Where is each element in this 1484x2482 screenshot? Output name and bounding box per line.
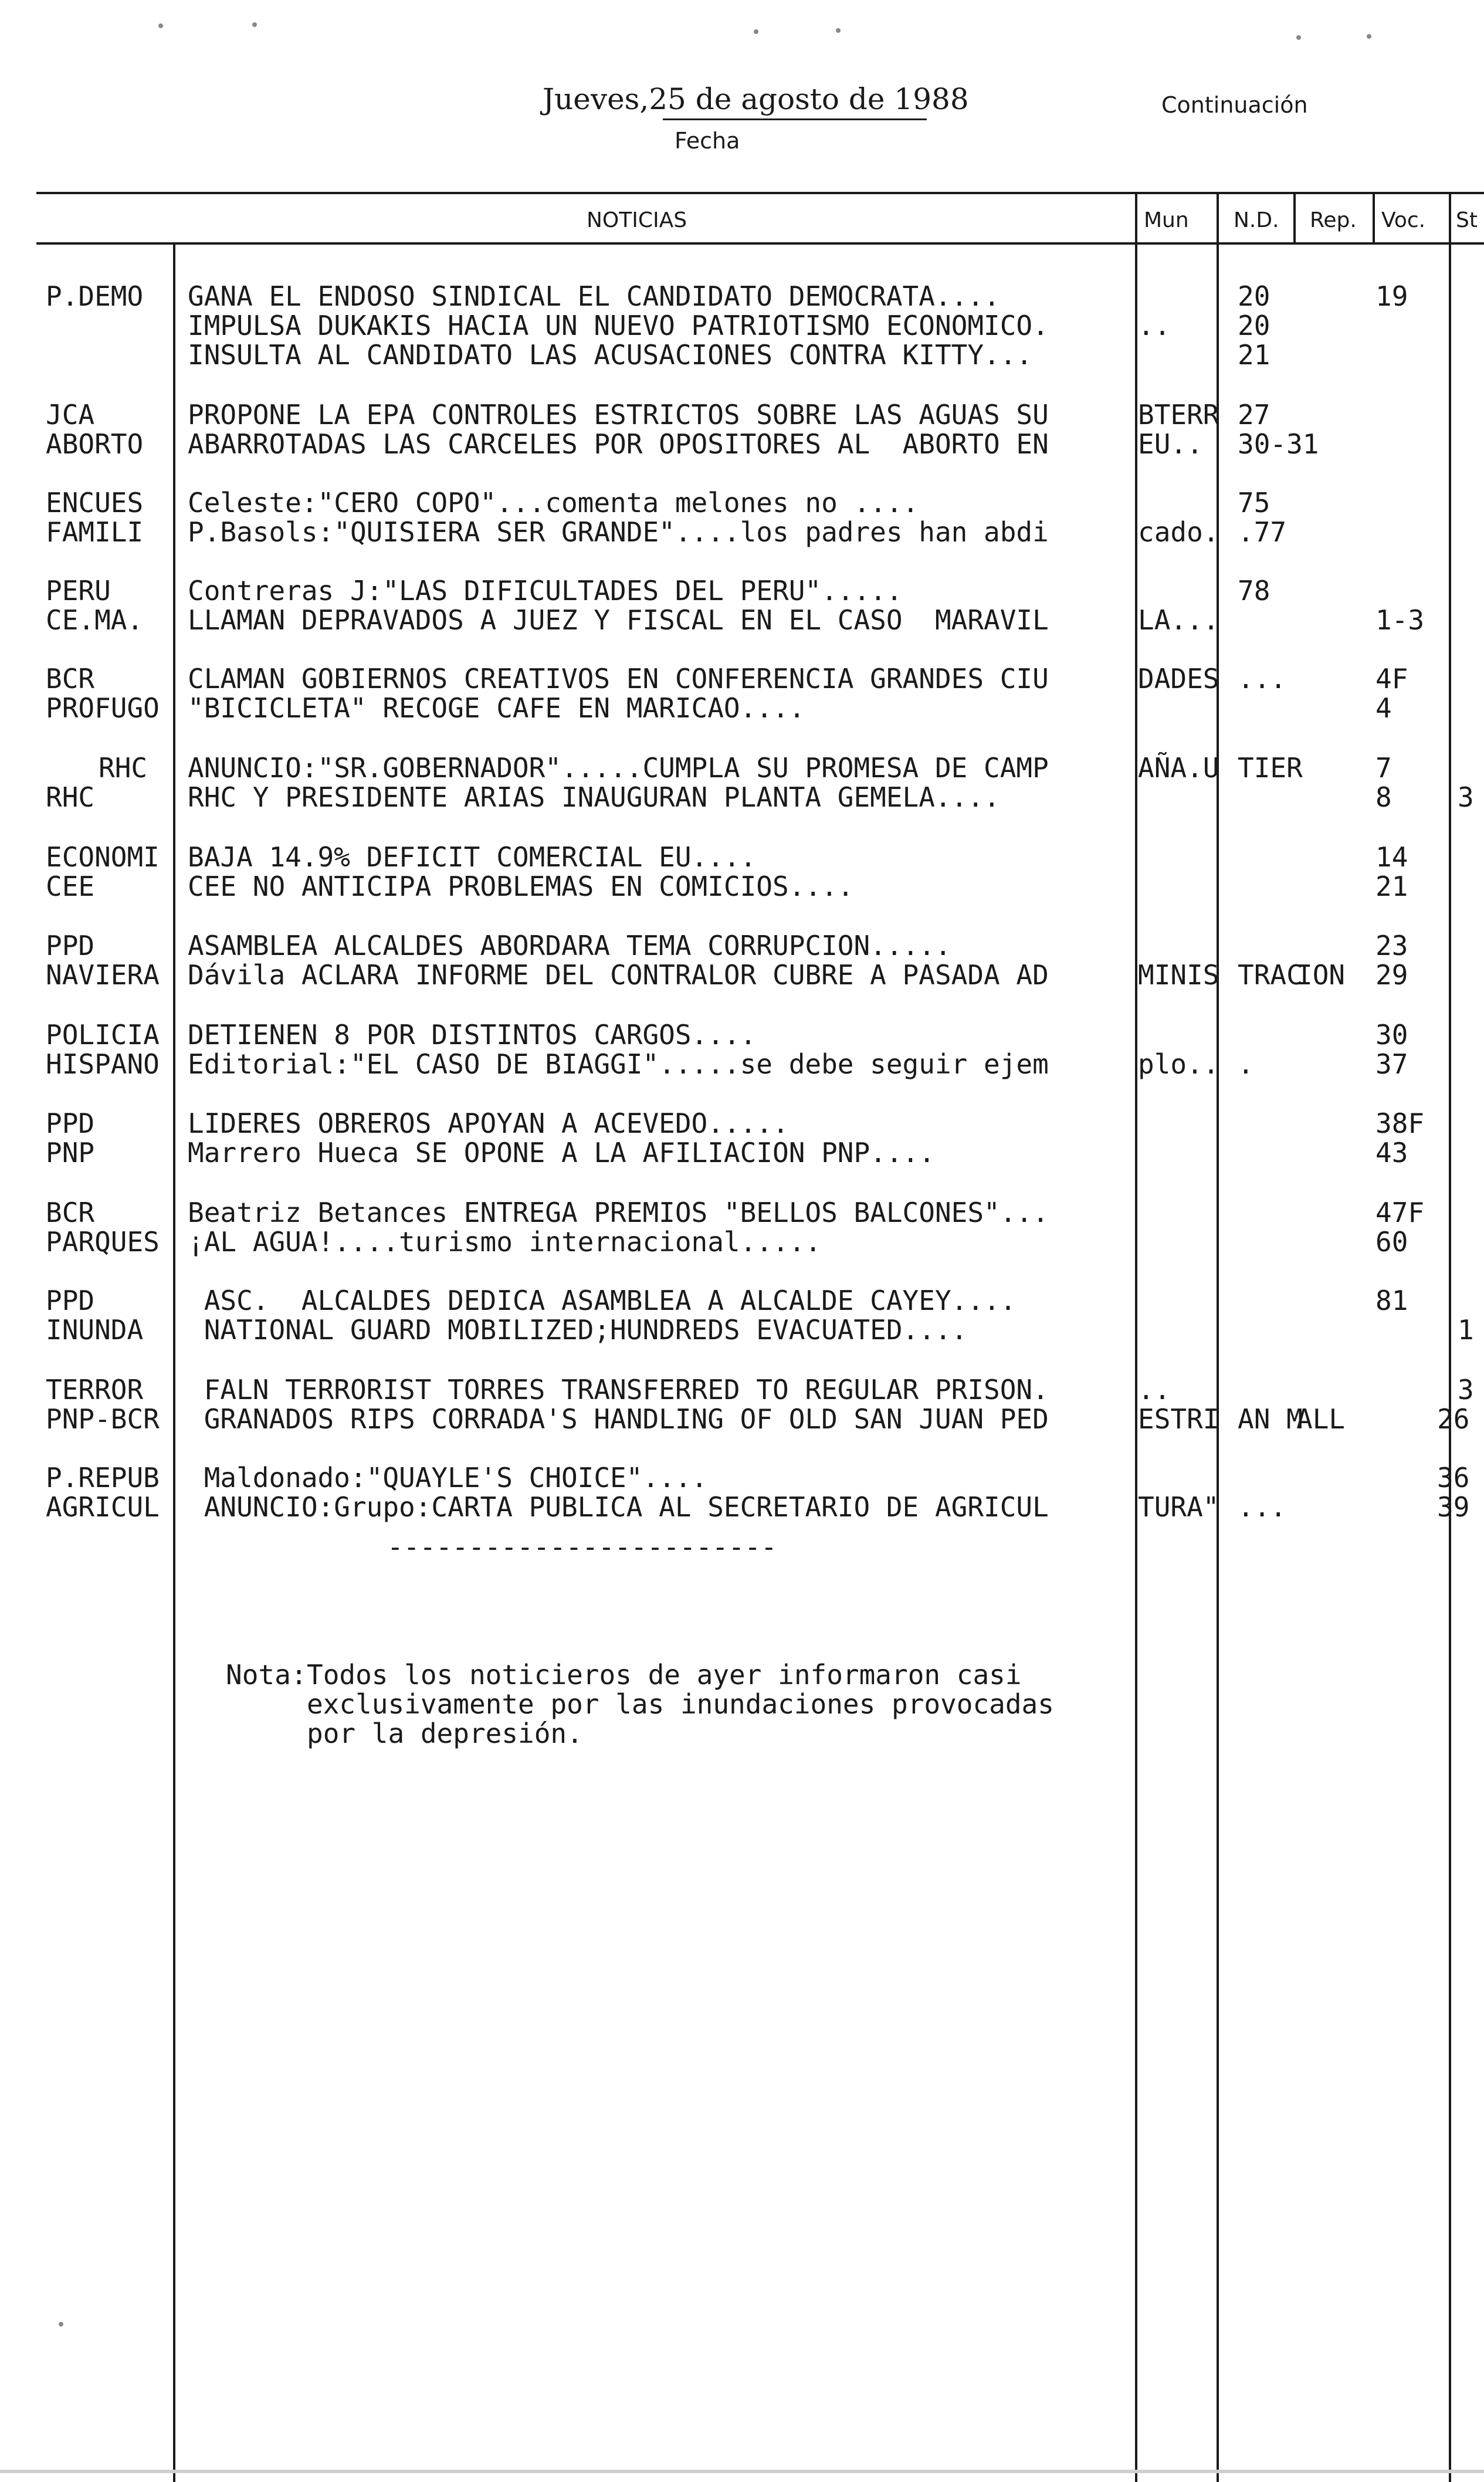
- row-text: Maldonado:"QUAYLE'S CHOICE"....: [188, 1462, 708, 1494]
- row-mun: DADES: [1138, 663, 1219, 695]
- continuation-label: Continuación: [1161, 92, 1308, 118]
- row-text: BAJA 14.9% DEFICIT COMERCIAL EU....: [188, 841, 757, 873]
- row-mun: ..: [1138, 1374, 1171, 1406]
- row-text: Contreras J:"LAS DIFICULTADES DEL PERU".....: [188, 575, 903, 607]
- row-nd: 20: [1238, 280, 1270, 312]
- scan-speck: [836, 28, 841, 33]
- row-nd: AN M: [1238, 1403, 1303, 1435]
- row-text: INSULTA AL CANDIDATO LAS ACUSACIONES CONTRA KITTY...: [188, 339, 1033, 371]
- row-st: 1: [1458, 1314, 1474, 1346]
- row-st: 39: [1437, 1491, 1470, 1523]
- row-code: PERU: [46, 575, 111, 607]
- row-voc: 4: [1375, 692, 1392, 724]
- row-code: AGRICUL: [46, 1491, 160, 1523]
- mun-column-rule: [1135, 192, 1137, 2482]
- row-code: PROFUGO: [46, 692, 160, 724]
- row-voc: 81: [1375, 1285, 1408, 1316]
- table-top-rule: [36, 192, 1484, 194]
- column-header-voc: Voc.: [1381, 208, 1426, 232]
- row-code: ABORTO: [46, 428, 144, 460]
- row-code: BCR: [46, 1197, 95, 1228]
- row-voc: 1-3: [1375, 604, 1425, 636]
- row-text: Dávila ACLARA INFORME DEL CONTRALOR CUBRE A PASADA AD: [188, 959, 1049, 991]
- row-voc: 38F: [1375, 1108, 1425, 1139]
- row-voc: 7: [1375, 752, 1392, 784]
- row-code: JCA: [46, 399, 95, 431]
- row-voc: 14: [1375, 841, 1408, 873]
- row-nd: TRAC: [1238, 959, 1303, 991]
- column-header-mun: Mun: [1144, 208, 1189, 232]
- row-mun: AÑA.U: [1138, 752, 1219, 784]
- row-mun: ..: [1138, 310, 1171, 341]
- row-voc: 37: [1375, 1048, 1408, 1080]
- row-mun: ESTRI: [1138, 1403, 1219, 1435]
- row-voc: 43: [1375, 1137, 1408, 1169]
- report-date: Jueves,25 de agosto de 1988: [543, 82, 969, 116]
- row-nd: .77: [1238, 516, 1287, 548]
- row-st: 3: [1458, 781, 1474, 813]
- column-header-st: St: [1456, 208, 1478, 232]
- rep-column-rule: [1293, 192, 1296, 245]
- row-voc: 8: [1375, 781, 1392, 813]
- row-code: NAVIERA: [46, 959, 160, 991]
- row-voc: 4F: [1375, 663, 1408, 695]
- row-code: RHC: [46, 781, 95, 813]
- row-mun: cado.: [1138, 516, 1219, 548]
- fecha-label: Fecha: [675, 128, 740, 154]
- column-header-noticias: NOTICIAS: [587, 208, 687, 232]
- row-mun: TURA": [1138, 1491, 1219, 1523]
- row-code: PARQUES: [46, 1226, 160, 1258]
- row-nd: ...: [1238, 1491, 1287, 1523]
- row-code: PPD: [46, 1285, 95, 1316]
- row-text: ANUNCIO:"SR.GOBERNADOR".....CUMPLA SU PROMESA DE CAMP: [188, 752, 1049, 784]
- date-underline: [663, 118, 927, 120]
- row-text: IMPULSA DUKAKIS HACIA UN NUEVO PATRIOTISMO ECONOMICO.: [188, 310, 1049, 341]
- row-text: ¡AL AGUA!....turismo internacional.....: [188, 1226, 822, 1258]
- row-nd: ...: [1238, 663, 1287, 695]
- row-st: 36: [1437, 1462, 1470, 1494]
- scan-speck: [252, 22, 257, 27]
- scan-speck: [1367, 34, 1371, 39]
- row-text: RHC Y PRESIDENTE ARIAS INAUGURAN PLANTA GEMELA....: [188, 781, 1000, 813]
- row-mun: MINIS: [1138, 959, 1219, 991]
- row-code: CE.MA.: [46, 604, 144, 636]
- row-mun: EU..: [1138, 428, 1203, 460]
- row-text: GANA EL ENDOSO SINDICAL EL CANDIDATO DEMOCRATA....: [188, 280, 1000, 312]
- row-text: GRANADOS RIPS CORRADA'S HANDLING OF OLD SAN JUAN PED: [188, 1403, 1049, 1435]
- row-text: CEE NO ANTICIPA PROBLEMAS EN COMICIOS....: [188, 871, 854, 902]
- row-voc: 23: [1375, 930, 1408, 961]
- row-text: ANUNCIO:Grupo:CARTA PUBLICA AL SECRETARIO DE AGRICUL: [188, 1491, 1049, 1523]
- scan-speck: [59, 2322, 63, 2327]
- row-code: BCR: [46, 663, 95, 695]
- code-column-rule: [173, 242, 175, 2482]
- row-text: CLAMAN GOBIERNOS CREATIVOS EN CONFERENCIA GRANDES CIU: [188, 663, 1049, 695]
- note-line-2: exclusivamente por las inundaciones provocadas: [307, 1688, 1054, 1720]
- separator-line: ------------------------: [387, 1531, 777, 1563]
- scan-speck: [754, 29, 758, 34]
- row-nd: 78: [1238, 575, 1270, 607]
- row-text: Beatriz Betances ENTREGA PREMIOS "BELLOS BALCONES"...: [188, 1197, 1049, 1228]
- row-code: ENCUES: [46, 487, 144, 519]
- row-text: FALN TERRORIST TORRES TRANSFERRED TO REGULAR PRISON.: [188, 1374, 1049, 1406]
- row-code: PNP-BCR: [46, 1403, 160, 1435]
- row-code: P.REPUB: [46, 1462, 160, 1494]
- row-code: PPD: [46, 930, 95, 961]
- row-text: Celeste:"CERO COPO"...comenta melones no ....: [188, 487, 919, 519]
- row-voc: 21: [1375, 871, 1408, 902]
- row-text: ASC. ALCALDES DEDICA ASAMBLEA A ALCALDE CAYEY....: [188, 1285, 1017, 1316]
- row-nd: 30-31: [1238, 428, 1319, 460]
- scan-bottom-edge: [0, 2470, 1484, 2473]
- row-code: TERROR: [46, 1374, 144, 1406]
- row-nd: 21: [1238, 339, 1270, 371]
- scan-speck: [158, 23, 163, 28]
- row-code: HISPANO: [46, 1048, 160, 1080]
- row-voc: 47F: [1375, 1197, 1425, 1228]
- row-text: LLAMAN DEPRAVADOS A JUEZ Y FISCAL EN EL CASO MARAVIL: [188, 604, 1049, 636]
- row-nd: 27: [1238, 399, 1270, 431]
- row-text: P.Basols:"QUISIERA SER GRANDE"....los padres han abdi: [188, 516, 1049, 548]
- row-code: INUNDA: [46, 1314, 144, 1346]
- row-voc: 29: [1375, 959, 1408, 991]
- row-code: P.DEMO: [46, 280, 144, 312]
- row-nd: .: [1238, 1048, 1254, 1080]
- row-mun: BTERR: [1138, 399, 1219, 431]
- note-line-1: Todos los noticieros de ayer informaron casi: [307, 1659, 1022, 1691]
- row-rep: ION: [1296, 959, 1346, 991]
- row-code: FAMILI: [46, 516, 144, 548]
- row-code: PPD: [46, 1108, 95, 1139]
- row-text: DETIENEN 8 POR DISTINTOS CARGOS....: [188, 1019, 757, 1051]
- row-voc: 19: [1375, 280, 1408, 312]
- column-header-nd: N.D.: [1234, 208, 1279, 232]
- note-line-3: por la depresión.: [307, 1718, 583, 1749]
- voc-column-rule: [1373, 192, 1375, 245]
- row-text: Editorial:"EL CASO DE BIAGGI".....se debe seguir ejem: [188, 1048, 1049, 1080]
- row-mun: plo..: [1138, 1048, 1219, 1080]
- row-code: CEE: [46, 871, 95, 902]
- row-text: ASAMBLEA ALCALDES ABORDARA TEMA CORRUPCION.....: [188, 930, 951, 961]
- row-code: ECONOMI: [46, 841, 160, 873]
- row-code: PNP: [46, 1137, 95, 1169]
- row-text: LIDERES OBREROS APOYAN A ACEVEDO.....: [188, 1108, 789, 1139]
- column-header-rep: Rep.: [1310, 208, 1357, 232]
- row-code: RHC: [99, 752, 148, 784]
- row-text: PROPONE LA EPA CONTROLES ESTRICTOS SOBRE LAS AGUAS SU: [188, 399, 1049, 431]
- row-text: ABARROTADAS LAS CARCELES POR OPOSITORES AL ABORTO EN: [188, 428, 1049, 460]
- row-st: 3: [1458, 1374, 1474, 1406]
- row-text: NATIONAL GUARD MOBILIZED;HUNDREDS EVACUATED....: [188, 1314, 968, 1346]
- note-label: Nota:: [226, 1659, 307, 1691]
- row-text: "BICICLETA" RECOGE CAFE EN MARICAO....: [188, 692, 805, 724]
- row-rep: ALL: [1296, 1403, 1346, 1435]
- row-text: Marrero Hueca SE OPONE A LA AFILIACION PNP....: [188, 1137, 935, 1169]
- row-voc: 60: [1375, 1226, 1408, 1258]
- scan-speck: [1296, 35, 1301, 40]
- row-st: 26: [1437, 1403, 1470, 1435]
- st-column-rule: [1449, 192, 1451, 2482]
- row-voc: 30: [1375, 1019, 1408, 1051]
- row-nd: TIER: [1238, 752, 1303, 784]
- row-code: POLICIA: [46, 1019, 160, 1051]
- table-header-rule: [36, 242, 1484, 245]
- row-nd: 20: [1238, 310, 1270, 341]
- row-mun: LA...: [1138, 604, 1219, 636]
- row-nd: 75: [1238, 487, 1270, 519]
